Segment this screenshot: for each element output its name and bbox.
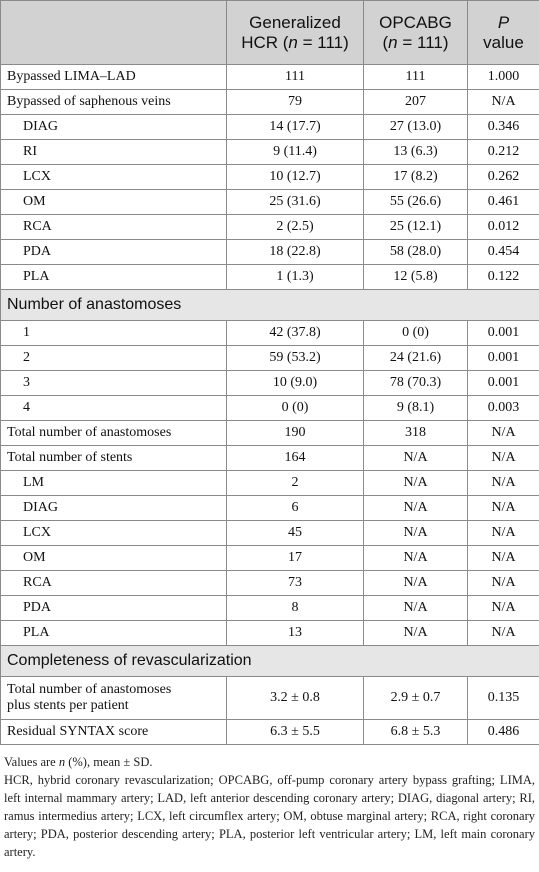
opcabg-value: N/A [364,521,468,546]
p-value: N/A [468,621,539,646]
row-label: PLA [1,265,227,290]
section-completeness-title: Completeness of revascularization [1,646,539,677]
p-value: 0.454 [468,240,539,265]
hcr-value: 190 [227,421,364,446]
p-value: N/A [468,471,539,496]
row-label: DIAG [1,496,227,521]
opcabg-value: N/A [364,596,468,621]
header-hcr-n: n [288,32,298,52]
header-hcr-prefix: HCR ( [241,32,289,52]
row-label-line2: plus stents per patient [7,698,129,713]
row-label-line1: Total number of anastomoses [7,682,172,697]
header-value: value [483,32,524,52]
table-header-row [1,1,539,65]
section-anastomoses-title: Number of anastomoses [1,290,539,321]
opcabg-value: 78 (70.3) [364,371,468,396]
row-label: OM [1,190,227,215]
opcabg-value: 55 (26.6) [364,190,468,215]
opcabg-value: 2.9 ± 0.7 [364,677,468,720]
footnote-values [4,753,535,771]
p-value: 0.461 [468,190,539,215]
table-row [1,596,539,621]
row-label: 3 [1,371,227,396]
hcr-value: 6 [227,496,364,521]
table-row [1,115,539,140]
opcabg-value: N/A [364,496,468,521]
p-value: 0.003 [468,396,539,421]
footnote-values-suffix: (%), mean ± SD. [65,755,153,769]
table-row [1,190,539,215]
opcabg-value: N/A [364,571,468,596]
hcr-value: 10 (9.0) [227,371,364,396]
p-value: N/A [468,571,539,596]
header-hcr-line1: Generalized [249,12,341,32]
hcr-value: 2 [227,471,364,496]
opcabg-value: 13 (6.3) [364,140,468,165]
row-label: RCA [1,215,227,240]
p-value: N/A [468,90,539,115]
opcabg-value: 25 (12.1) [364,215,468,240]
row-label: PLA [1,621,227,646]
p-value: 1.000 [468,65,539,90]
row-label: 4 [1,396,227,421]
hcr-value: 45 [227,521,364,546]
header-label-column [1,1,227,65]
hcr-value: 17 [227,546,364,571]
table-row [1,396,539,421]
header-opcabg-prefix: ( [382,32,389,52]
row-label: RCA [1,571,227,596]
opcabg-value: N/A [364,621,468,646]
hcr-value: 8 [227,596,364,621]
p-value: 0.135 [468,677,539,720]
p-value: N/A [468,546,539,571]
row-label: OM [1,546,227,571]
footnote-values-prefix: Values are [4,755,59,769]
table-row [1,677,539,720]
opcabg-value: 207 [364,90,468,115]
hcr-value: 0 (0) [227,396,364,421]
table-row [1,546,539,571]
opcabg-value: N/A [364,471,468,496]
p-value: N/A [468,446,539,471]
p-value: 0.001 [468,346,539,371]
row-label: DIAG [1,115,227,140]
p-value: N/A [468,421,539,446]
section-header-row [1,646,539,677]
header-opcabg-line1: OPCABG [379,12,452,32]
opcabg-value: 6.8 ± 5.3 [364,720,468,745]
table-row [1,265,539,290]
row-label: LM [1,471,227,496]
hcr-value: 18 (22.8) [227,240,364,265]
row-label: PDA [1,240,227,265]
row-label: Bypassed LIMA–LAD [1,65,227,90]
table-row [1,140,539,165]
opcabg-value: 111 [364,65,468,90]
hcr-value: 2 (2.5) [227,215,364,240]
table-row [1,90,539,115]
table-row [1,496,539,521]
row-label: LCX [1,165,227,190]
row-label: LCX [1,521,227,546]
header-opcabg-n: n [388,32,398,52]
header-p: P [497,12,510,32]
hcr-value: 1 (1.3) [227,265,364,290]
hcr-value: 9 (11.4) [227,140,364,165]
row-label [1,677,227,720]
table-row [1,321,539,346]
table-row [1,215,539,240]
opcabg-value: 0 (0) [364,321,468,346]
hcr-value: 164 [227,446,364,471]
p-value: 0.262 [468,165,539,190]
hcr-value: 25 (31.6) [227,190,364,215]
header-p-value [468,1,539,65]
opcabg-value: 12 (5.8) [364,265,468,290]
row-label: Total number of anastomoses [1,421,227,446]
table-row [1,446,539,471]
header-opcabg [364,1,468,65]
footnote-abbreviations: HCR, hybrid coronary revascularization; OPCABG, off-pump coronary artery bypass grafting; LIMA, left internal mammary artery; LAD, left anterior descending coronary artery; DIAG, diagonal artery; RI, ramus intermedius artery; LCX, left circumflex artery; OM, obtuse marginal artery; RCA, right coronary artery; PDA, posterior descending artery; PLA, posterior left ventricular artery; LM, left main coronary artery. [4,773,535,859]
hcr-value: 79 [227,90,364,115]
opcabg-value: 9 (8.1) [364,396,468,421]
table-row [1,621,539,646]
table-row [1,471,539,496]
table-row [1,421,539,446]
opcabg-value: N/A [364,546,468,571]
table-row [1,240,539,265]
opcabg-value: N/A [364,446,468,471]
row-label: 2 [1,346,227,371]
section-header-row [1,290,539,321]
p-value: 0.122 [468,265,539,290]
p-value: 0.001 [468,321,539,346]
hcr-value: 111 [227,65,364,90]
hcr-value: 3.2 ± 0.8 [227,677,364,720]
hcr-value: 10 (12.7) [227,165,364,190]
row-label: Bypassed of saphenous veins [1,90,227,115]
hcr-value: 14 (17.7) [227,115,364,140]
p-value: N/A [468,521,539,546]
row-label: PDA [1,596,227,621]
hcr-value: 6.3 ± 5.5 [227,720,364,745]
opcabg-value: 17 (8.2) [364,165,468,190]
p-value: 0.001 [468,371,539,396]
table-row [1,571,539,596]
table-footnotes [0,753,539,861]
p-value: 0.212 [468,140,539,165]
table-row [1,165,539,190]
row-label: Residual SYNTAX score [1,720,227,745]
table-row [1,65,539,90]
header-hcr [227,1,364,65]
header-opcabg-suffix: = 111) [397,32,449,52]
opcabg-value: 58 (28.0) [364,240,468,265]
p-value: N/A [468,496,539,521]
footnote-values-n: n [58,755,66,769]
opcabg-value: 318 [364,421,468,446]
table-row [1,346,539,371]
p-value: 0.346 [468,115,539,140]
hcr-value: 42 (37.8) [227,321,364,346]
table-row [1,720,539,745]
hcr-value: 59 (53.2) [227,346,364,371]
hcr-value: 73 [227,571,364,596]
p-value: 0.486 [468,720,539,745]
p-value: 0.012 [468,215,539,240]
header-hcr-suffix: = 111) [297,32,349,52]
row-label: 1 [1,321,227,346]
row-label: Total number of stents [1,446,227,471]
p-value: N/A [468,596,539,621]
hcr-value: 13 [227,621,364,646]
opcabg-value: 24 (21.6) [364,346,468,371]
table-row [1,521,539,546]
table-row [1,371,539,396]
row-label: RI [1,140,227,165]
opcabg-value: 27 (13.0) [364,115,468,140]
